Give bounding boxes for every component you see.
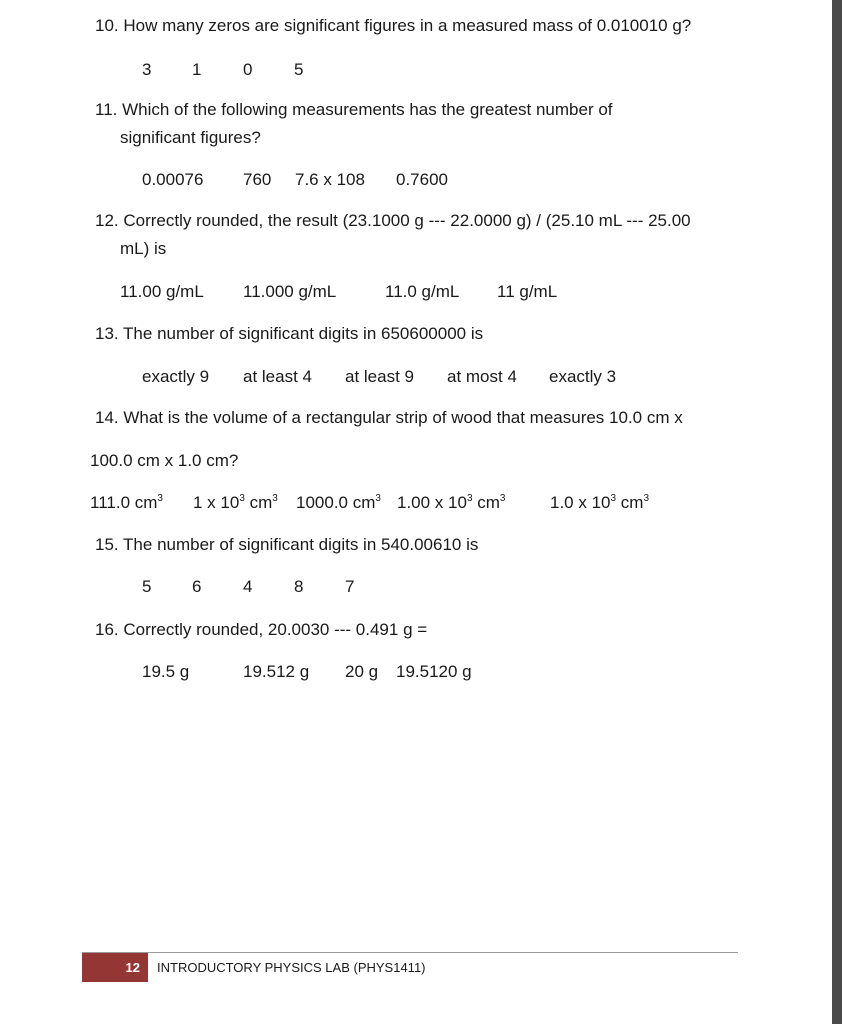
question-14-option: 1.0 x $10^3$ $cm^3$	[550, 493, 650, 512]
question-10-option: 3	[142, 60, 152, 79]
question-16-option: 19.512 g	[243, 662, 310, 681]
question-16-option: 19.5120 g	[396, 662, 472, 681]
question-10-option: 5	[294, 60, 304, 79]
question-13-option: exactly 3	[549, 367, 617, 386]
question-16-text: 16. Correctly rounded, 20.0030 --- 0.491 g =	[95, 620, 428, 639]
question-15-option: 4	[243, 577, 253, 596]
question-15-option: 8	[294, 577, 304, 596]
question-10-option: 0	[243, 60, 253, 79]
question-16-option: 20 g	[345, 662, 379, 681]
question-12-option: 11.000 g/mL	[243, 282, 337, 301]
question-11-option: 7.6 x 108	[295, 170, 365, 189]
question-11-option: 0.7600	[396, 170, 448, 189]
viewer-scrollbar[interactable]	[832, 0, 842, 1024]
question-14-option: 1000.0 $cm^3$	[296, 493, 381, 512]
question-12-option: 11.00 g/mL	[120, 282, 204, 301]
question-13-option: at most 4	[447, 367, 517, 386]
question-11-option: 760	[243, 170, 272, 189]
question-15-text: 15. The number of significant digits in 540.00610 is	[95, 535, 479, 554]
question-12-option: 11 g/mL	[497, 282, 558, 301]
footer-page-number: 12	[82, 953, 148, 982]
question-10-option: 1	[192, 60, 202, 79]
question-16-option: 19.5 g	[142, 662, 190, 681]
question-13-option: at least 9	[345, 367, 414, 386]
question-11-text-line1: 11. Which of the following measurements has the greatest number of	[95, 100, 613, 119]
question-13-option: exactly 9	[142, 367, 210, 386]
question-10-text: 10. How many zeros are significant figures in a measured mass of 0.010010 g?	[95, 16, 692, 35]
question-12-text-line2: mL) is	[120, 239, 167, 258]
question-13-option: at least 4	[243, 367, 312, 386]
question-14-text-line2: 100.0 cm x 1.0 cm?	[90, 451, 239, 470]
question-11-option: 0.00076	[142, 170, 204, 189]
question-15-option: 5	[142, 577, 152, 596]
question-14-option: 111.0 $cm^3$	[90, 493, 163, 512]
question-12-option: 11.0 g/mL	[385, 282, 460, 301]
question-14-text-line1: 14. What is the volume of a rectangular strip of wood that measures 10.0 cm x	[95, 408, 683, 427]
footer-title: INTRODUCTORY PHYSICS LAB (PHYS1411)	[157, 960, 426, 975]
question-14-option: 1 x $10^3$ $cm^3$	[193, 493, 278, 512]
question-14-option: 1.00 x $10^3$ $cm^3$	[397, 493, 506, 512]
question-12-text-line1: 12. Correctly rounded, the result (23.1000 g --- 22.0000 g) / (25.10 mL --- 25.00	[95, 211, 691, 230]
question-11-text-line2: significant figures?	[120, 128, 261, 147]
question-13-text: 13. The number of significant digits in 650600000 is	[95, 324, 484, 343]
question-15-option: 6	[192, 577, 202, 596]
question-15-option: 7	[345, 577, 355, 596]
